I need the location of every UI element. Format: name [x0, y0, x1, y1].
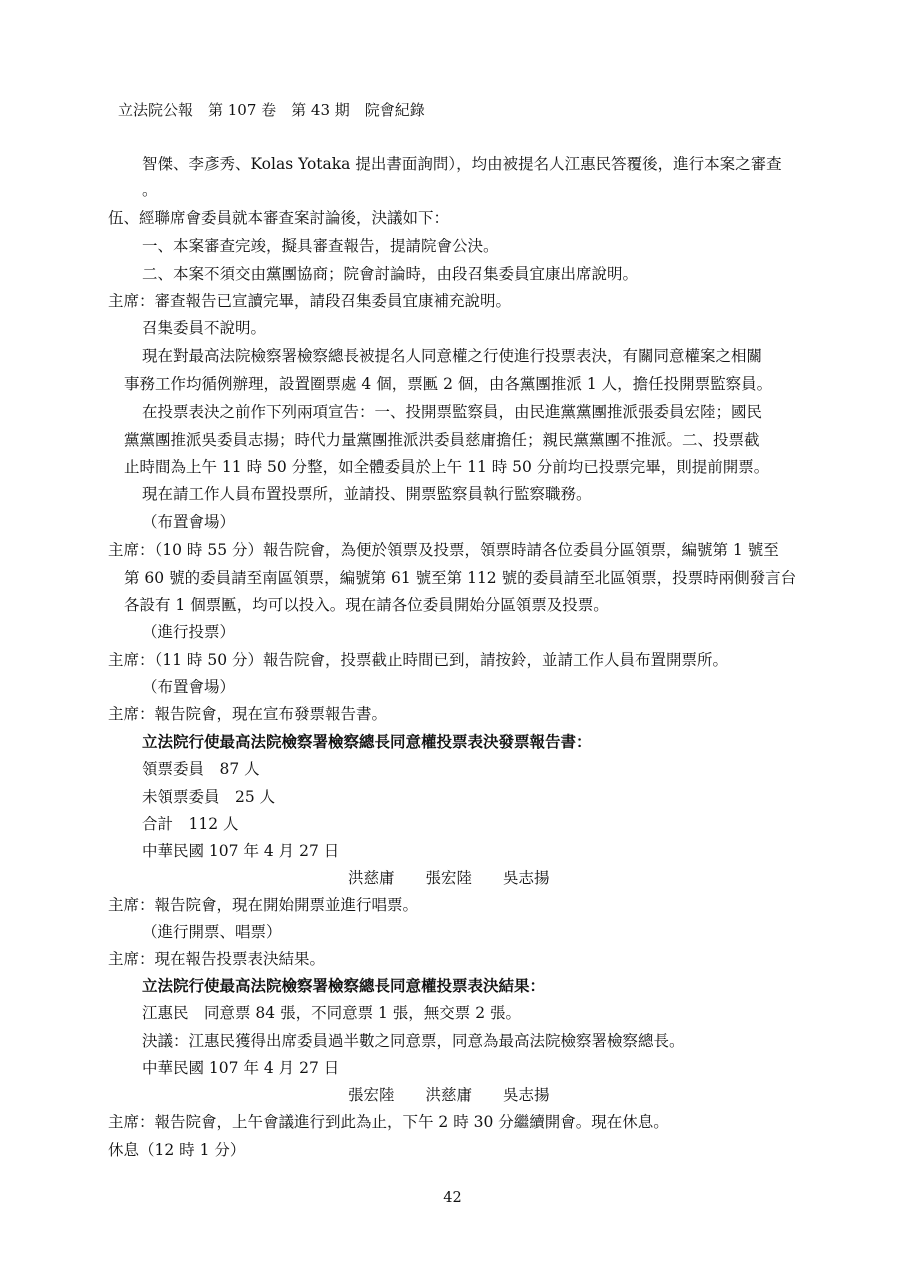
text-line: 事務工作均循例辦理，設置圈票處 4 個，票匭 2 個，由各黨團推派 1 人，擔任投開票監察員。 [124, 375, 773, 393]
result-title: 立法院行使最高法院檢察署檢察總長同意權投票表決結果： [142, 976, 546, 995]
monitor-signatures: 張宏陸 洪慈庸 吳志揚 [348, 1086, 550, 1104]
ballot-count-line: 領票委員 87 人 [142, 760, 260, 778]
monitor-signatures: 洪慈庸 張宏陸 吳志揚 [348, 869, 550, 887]
procedure-note: （進行開票、唱票） [142, 923, 282, 941]
chair-statement: 主席：報告院會，現在開始開票並進行唱票。 [108, 896, 419, 914]
section-heading: 伍、經聯席會委員就本審查案討論後，決議如下： [108, 209, 450, 227]
text-line: 二、本案不須交由黨團協商；院會討論時，由段召集委員宜康出席說明。 [142, 265, 639, 283]
ballot-count-line: 未領票委員 25 人 [142, 788, 276, 806]
text-line: 現在對最高法院檢察署檢察總長被提名人同意權之行使進行投票表決，有關同意權案之相關 [142, 347, 763, 365]
text-line: 智傑、李彥秀、Kolas Yotaka 提出書面詢問），均由被提名人江惠民答覆後，進行本案之審查 [142, 155, 782, 173]
text-line: 。 [142, 181, 158, 199]
chair-statement: 主席：（11 時 50 分）報告院會，投票截止時間已到，請按鈴，並請工作人員布置開票所。 [108, 651, 728, 669]
text-line: 第 60 號的委員請至南區領票，編號第 61 號至第 112 號的委員請至北區領票，投票時兩側發言台 [124, 569, 797, 587]
recess-line: 休息（12 時 1 分） [108, 1141, 246, 1159]
procedure-note: （進行投票） [142, 623, 236, 641]
chair-statement: 主席：報告院會，現在宣布發票報告書。 [108, 705, 388, 723]
page-number: 42 [443, 1190, 462, 1206]
chair-statement: 主席：（10 時 55 分）報告院會，為便於領票及投票，領票時請各位委員分區領票，編號第 1 號至 [108, 541, 779, 559]
procedure-note: （布置會場） [142, 678, 236, 696]
date-line: 中華民國 107 年 4 月 27 日 [142, 1059, 340, 1077]
text-line: 現在請工作人員布置投票所，並請投、開票監察員執行監察職務。 [142, 485, 592, 503]
report-title: 立法院行使最高法院檢察署檢察總長同意權投票表決發票報告書： [142, 732, 592, 751]
vote-result-line: 江惠民 同意票 84 張，不同意票 1 張，無交票 2 張。 [142, 1004, 522, 1022]
ballot-count-line: 合計 112 人 [142, 815, 239, 833]
text-line: 各設有 1 個票匭，均可以投入。現在請各位委員開始分區領票及投票。 [124, 596, 609, 614]
text-line: 黨黨團推派吳委員志揚；時代力量黨團推派洪委員慈庸擔任；親民黨黨團不推派。二、投票截 [124, 431, 760, 449]
date-line: 中華民國 107 年 4 月 27 日 [142, 842, 340, 860]
gazette-header: 立法院公報 第 107 卷 第 43 期 院會紀錄 [118, 101, 425, 119]
text-line: 一、本案審查完竣，擬具審查報告，提請院會公決。 [142, 237, 499, 255]
text-line: 止時間為上午 11 時 50 分整，如全體委員於上午 11 時 50 分前均已投票完畢，則提前開票。 [124, 458, 770, 476]
text-line: 在投票表決之前作下列兩項宣告：一、投開票監察員，由民進黨黨團推派張委員宏陸；國民 [142, 403, 763, 421]
text-line: 召集委員不說明。 [142, 319, 267, 337]
chair-statement: 主席：現在報告投票表決結果。 [108, 950, 326, 968]
chair-statement: 主席：審查報告已宣讀完畢，請段召集委員宜康補充說明。 [108, 292, 512, 310]
procedure-note: （布置會場） [142, 513, 236, 531]
chair-statement: 主席：報告院會，上午會議進行到此為止，下午 2 時 30 分繼續開會。現在休息。 [108, 1113, 669, 1131]
resolution-line: 決議：江惠民獲得出席委員過半數之同意票，同意為最高法院檢察署檢察總長。 [142, 1032, 685, 1050]
